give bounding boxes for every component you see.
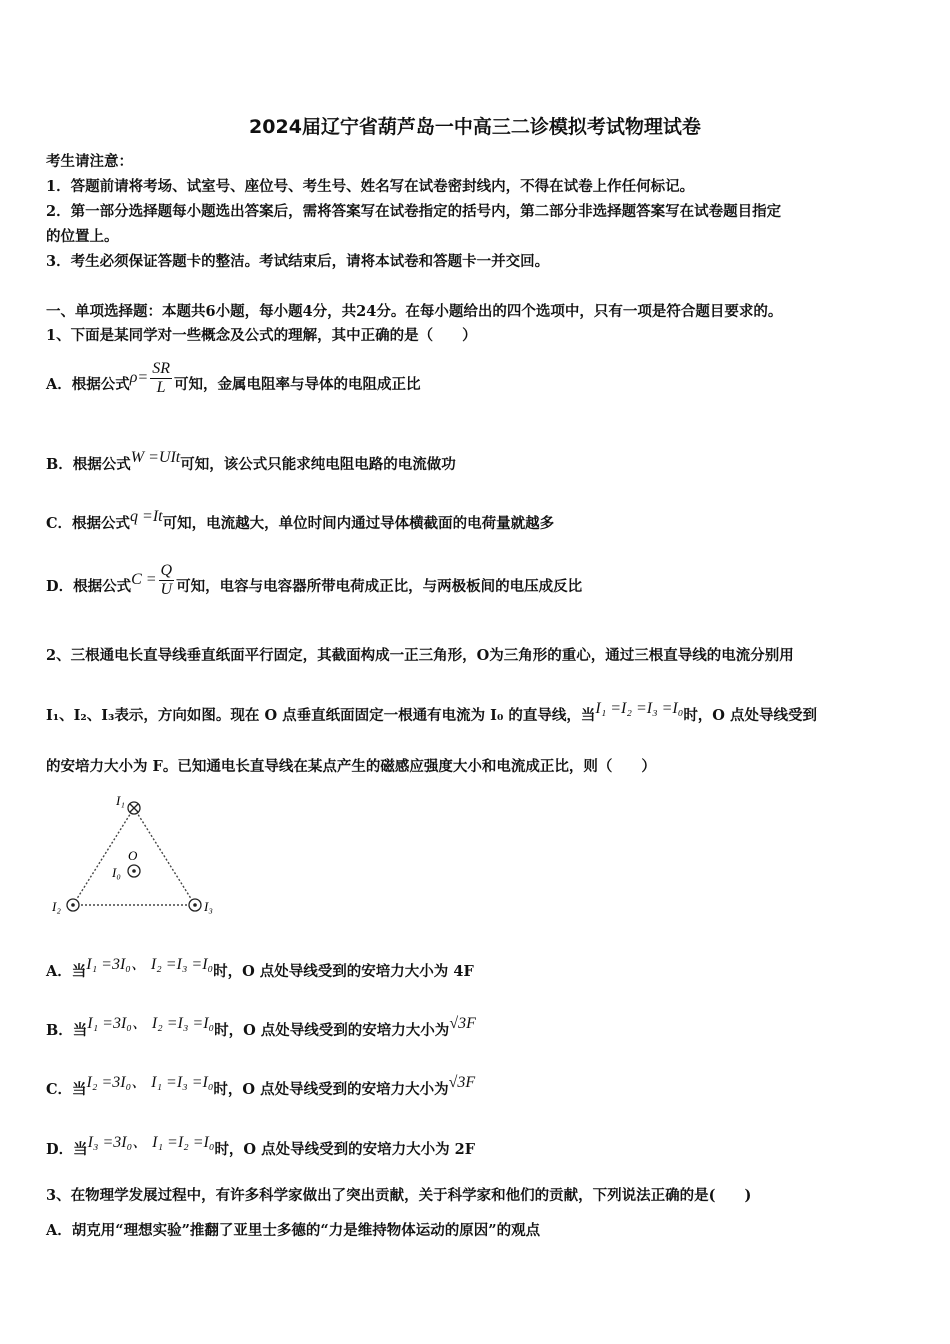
option-text: 时，O 点处导线受到的安培力大小为 2F — [214, 1141, 476, 1158]
q2-stem-line-1: 2、三根通电长直导线垂直纸面平行固定，其截面构成一正三角形，O为三角形的重心，通过三根直导线的电流分别用 — [46, 647, 794, 664]
text: 时，O 点处导线受到 — [683, 707, 817, 724]
label-i2: I₂ — [52, 899, 61, 914]
wire-i3-out-of-page-icon — [189, 899, 201, 911]
q1-option-a — [46, 359, 421, 407]
denominator: U — [160, 580, 173, 598]
option-text: 时，O 点处导线受到的安培力大小为 — [214, 1022, 450, 1039]
triangle-side — [134, 808, 195, 905]
q2-option-b — [46, 1015, 476, 1041]
answer-formula: √3F — [449, 1015, 476, 1032]
option-text: 可知，电容与电容器所带电荷成正比，与两极板间的电压成反比 — [176, 578, 583, 595]
option-prefix: A．当 — [46, 963, 87, 980]
fraction — [150, 360, 172, 397]
formula: ρ= — [129, 369, 149, 386]
formula: I₁ =3I₀、 I₂ =I₃ =I₀ — [87, 1015, 215, 1032]
option-prefix: C．根据公式 — [46, 515, 131, 532]
formula: I₃ =3I₀、 I₁ =I₂ =I₀ — [87, 1134, 215, 1151]
label-i3: I₃ — [204, 899, 213, 914]
q2-option-a — [46, 956, 474, 982]
label-o: O — [128, 848, 138, 863]
triangle-diagram — [46, 788, 236, 922]
option-prefix: B．根据公式 — [46, 456, 131, 473]
q3-stem: 3、在物理学发展过程中，有许多科学家做出了突出贡献，关于科学家和他们的贡献，下列说法正确的是( ) — [46, 1187, 752, 1204]
option-prefix: B．当 — [46, 1022, 88, 1039]
numerator: SR — [152, 359, 171, 377]
q3-option-a: A．胡克用“理想实验”推翻了亚里士多德的“力是维持物体运动的原因”的观点 — [46, 1222, 541, 1239]
wire-i0-out-of-page-icon — [128, 865, 140, 877]
q1-option-d — [46, 561, 583, 609]
q1-stem: 1、下面是某同学对一些概念及公式的理解，其中正确的是（ ） — [46, 327, 477, 344]
formula: W =UIt — [130, 449, 181, 466]
formula: I₁ =3I₀、 I₂ =I₃ =I₀ — [86, 956, 214, 973]
label-i0: I₀ — [112, 865, 121, 880]
formula: I₂ =3I₀、 I₁ =I₃ =I₀ — [86, 1074, 214, 1091]
notice-heading: 考生请注意： — [46, 153, 133, 170]
option-text: 可知，金属电阻率与导体的电阻成正比 — [174, 376, 421, 393]
answer-formula: √3F — [448, 1074, 476, 1091]
q2-option-d — [46, 1134, 476, 1160]
wire-i2-out-of-page-icon — [67, 899, 79, 911]
option-text: 可知，该公式只能求纯电阻电路的电流做功 — [180, 456, 456, 473]
option-text: 时，O 点处导线受到的安培力大小为 4F — [213, 963, 474, 980]
section-heading: 一、单项选择题：本题共6小题，每小题4分，共24分。在每小题给出的四个选项中，只有一项是符合题目要求的。 — [46, 303, 783, 320]
q2-option-c — [46, 1074, 476, 1100]
formula: I₁ =I₂ =I₃ =I₀ — [595, 700, 684, 717]
notice-item-3: 3．考生必须保证答题卡的整洁。考试结束后，请将本试卷和答题卡一并交回。 — [46, 253, 550, 270]
denominator: L — [156, 378, 166, 396]
triangle-side — [73, 808, 134, 905]
fraction — [159, 562, 175, 599]
text: I₁、I₂、I₃表示，方向如图。现在 O 点垂直纸面固定一根通有电流为 I₀ 的直导线，当 — [46, 707, 596, 724]
notice-item-1: 1．答题前请将考场、试室号、座位号、考生号、姓名写在试卷密封线内，不得在试卷上作任何标记。 — [46, 178, 695, 195]
formula: C = — [131, 571, 157, 588]
q1-option-c — [46, 508, 555, 534]
q2-stem-line-2 — [46, 700, 817, 726]
option-prefix: D．当 — [46, 1141, 88, 1158]
option-prefix: D．根据公式 — [46, 578, 132, 595]
q1-option-b — [46, 449, 456, 475]
label-i1: I₁ — [116, 793, 125, 808]
notice-item-2: 2．第一部分选择题每小题选出答案后，需将答案写在试卷指定的括号内，第二部分非选择题答案写在试卷题目指定 — [46, 203, 782, 220]
formula: q =It — [130, 508, 163, 525]
option-text: 时，O 点处导线受到的安培力大小为 — [213, 1081, 449, 1098]
page-title: 2024届辽宁省葫芦岛一中高三二诊模拟考试物理试卷 — [249, 116, 701, 138]
option-text: 可知，电流越大，单位时间内通过导体横截面的电荷量就越多 — [162, 515, 555, 532]
q2-stem-line-3: 的安培力大小为 F。已知通电长直导线在某点产生的磁感应强度大小和电流成正比，则（ ） — [46, 758, 656, 775]
notice-item-2-cont: 的位置上。 — [46, 228, 119, 245]
option-prefix: A．根据公式 — [46, 376, 130, 393]
wire-i1-into-page-icon — [128, 802, 140, 814]
numerator: Q — [160, 561, 173, 579]
option-prefix: C．当 — [46, 1081, 87, 1098]
